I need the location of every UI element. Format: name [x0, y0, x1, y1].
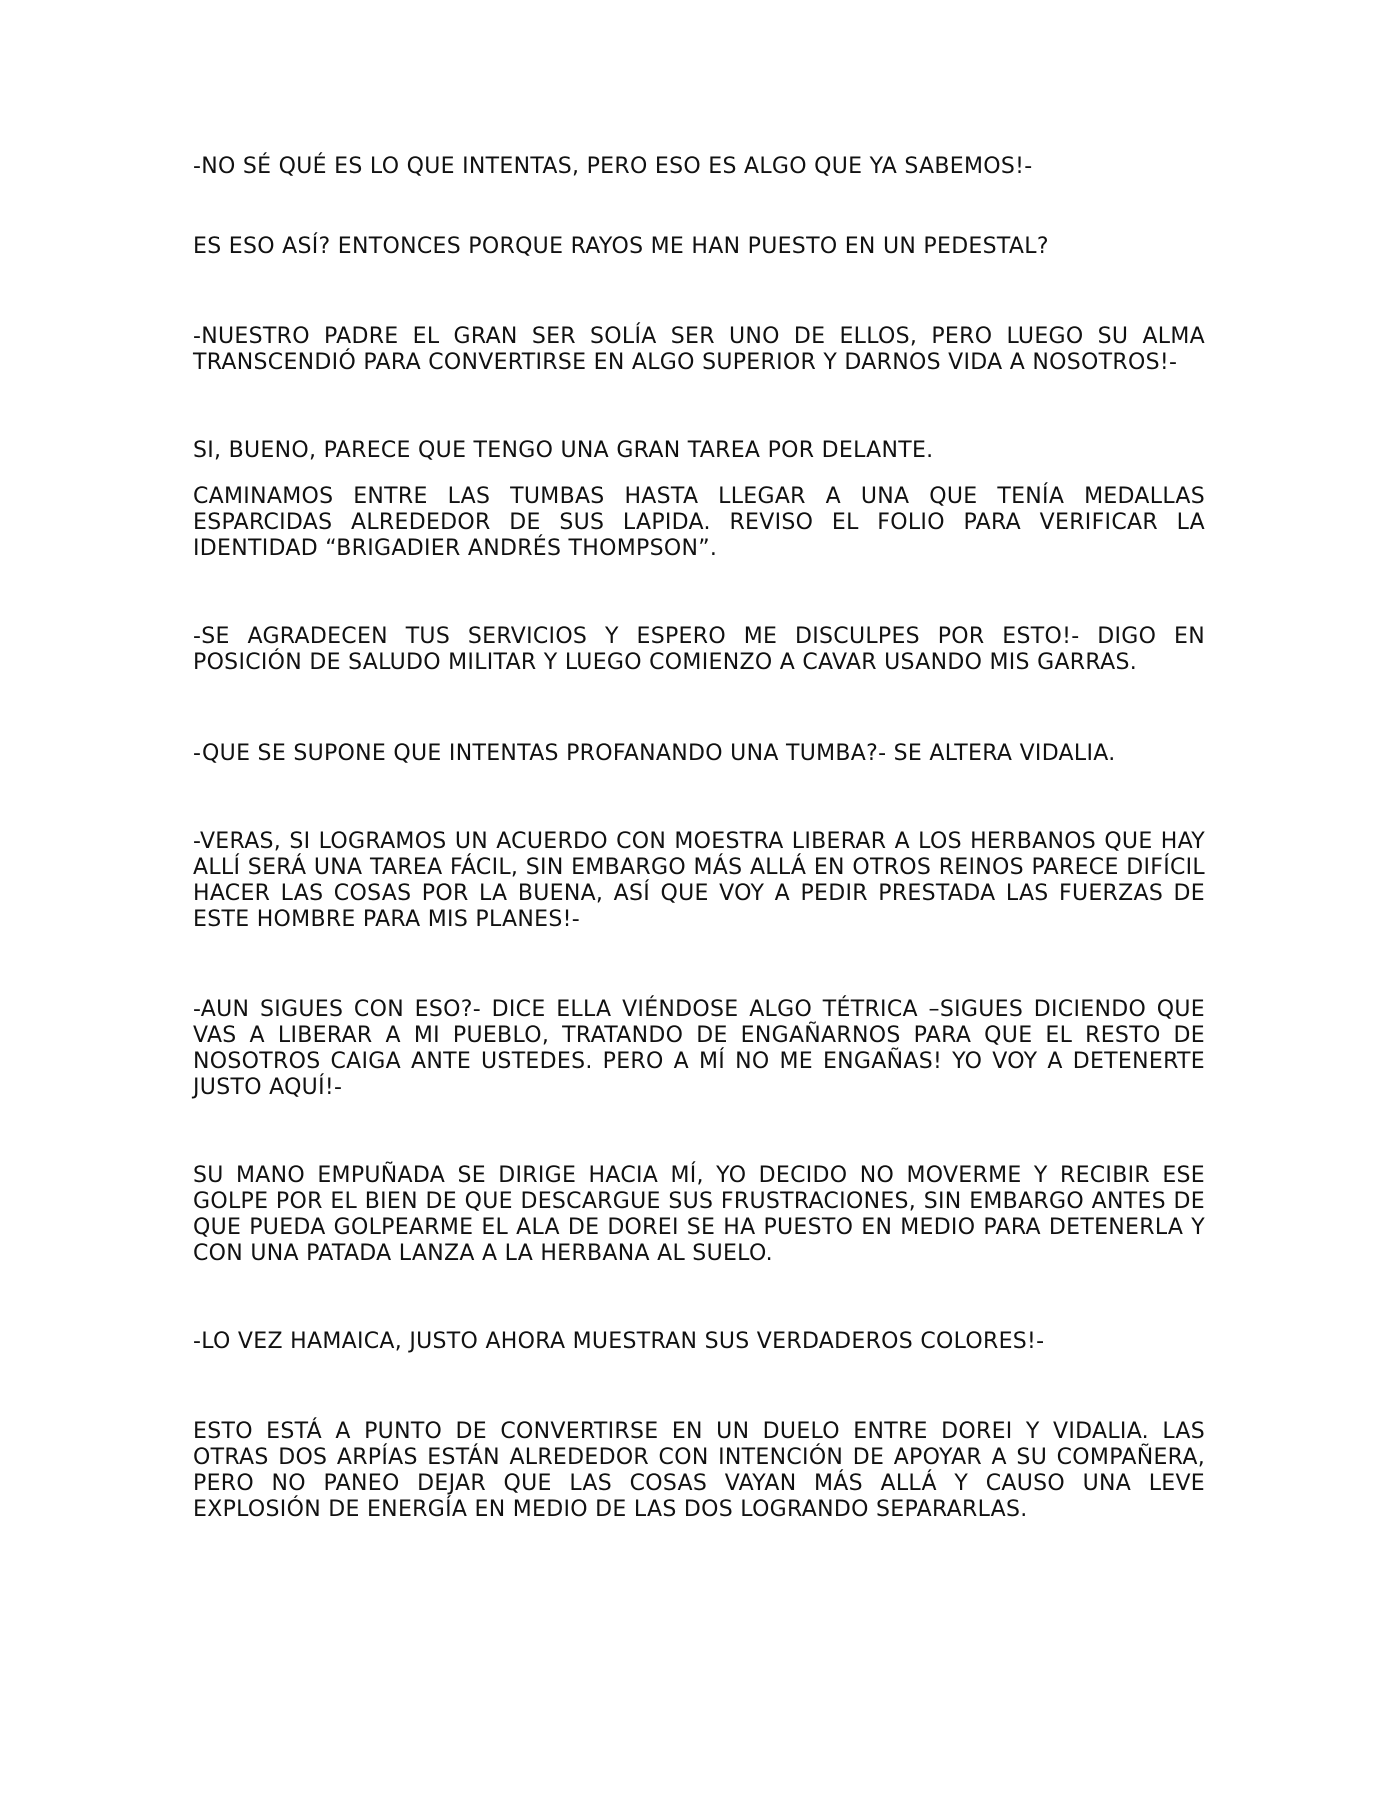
- paragraph-1: -NO SÉ QUÉ ES LO QUE INTENTAS, PERO ESO ES ALGO QUE YA SABEMOS!-: [193, 154, 1033, 179]
- paragraph-4: SI, BUENO, PARECE QUE TENGO UNA GRAN TAREA POR DELANTE.: [193, 438, 934, 463]
- paragraph-6: -SE AGRADECEN TUS SERVICIOS Y ESPERO ME DISCULPES POR ESTO!- DIGO EN POSICIÓN DE SALUDO MILITAR Y LUEGO COMIENZO A CAVAR USANDO MIS GARRAS.: [193, 624, 1205, 675]
- paragraph-3: -NUESTRO PADRE EL GRAN SER SOLÍA SER UNO DE ELLOS, PERO LUEGO SU ALMA TRANSCENDIÓ PARA CONVERTIRSE EN ALGO SUPERIOR Y DARNOS VIDA A NOSOTROS!-: [193, 324, 1205, 375]
- text-column: [193, 154, 1205, 1523]
- paragraph-2: ES ESO ASÍ? ENTONCES PORQUE RAYOS ME HAN PUESTO EN UN PEDESTAL?: [193, 234, 1049, 259]
- paragraph-11: -LO VEZ HAMAICA, JUSTO AHORA MUESTRAN SUS VERDADEROS COLORES!-: [193, 1329, 1045, 1354]
- paragraph-10: SU MANO EMPUÑADA SE DIRIGE HACIA MÍ, YO DECIDO NO MOVERME Y RECIBIR ESE GOLPE POR EL BIEN DE QUE DESCARGUE SUS FRUSTRACIONES, SIN EMBARGO ANTES DE QUE PUEDA GOLPEARME EL ALA DE DOREI SE HA PUESTO EN MEDIO PARA DETENERLA Y CON UNA PATADA LANZA A LA HERBANA AL SUELO.: [193, 1163, 1205, 1266]
- paragraph-5: CAMINAMOS ENTRE LAS TUMBAS HASTA LLEGAR A UNA QUE TENÍA MEDALLAS ESPARCIDAS ALREDEDOR DE SUS LAPIDA. REVISO EL FOLIO PARA VERIFICAR LA IDENTIDAD “BRIGADIER ANDRÉS THOMPSON”.: [193, 484, 1205, 561]
- paragraph-9: -AUN SIGUES CON ESO?- DICE ELLA VIÉNDOSE ALGO TÉTRICA –SIGUES DICIENDO QUE VAS A LIBERAR A MI PUEBLO, TRATANDO DE ENGAÑARNOS PARA QUE EL RESTO DE NOSOTROS CAIGA ANTE USTEDES. PERO A MÍ NO ME ENGAÑAS! YO VOY A DETENERTE JUSTO AQUÍ!-: [193, 997, 1205, 1100]
- paragraph-12: ESTO ESTÁ A PUNTO DE CONVERTIRSE EN UN DUELO ENTRE DOREI Y VIDALIA. LAS OTRAS DOS ARPÍAS ESTÁN ALREDEDOR CON INTENCIÓN DE APOYAR A SU COMPAÑERA, PERO NO PANEO DEJAR QUE LAS COSAS VAYAN MÁS ALLÁ Y CAUSO UNA LEVE EXPLOSIÓN DE ENERGÍA EN MEDIO DE LAS DOS LOGRANDO SEPARARLAS.: [193, 1419, 1205, 1522]
- paragraph-7: -QUE SE SUPONE QUE INTENTAS PROFANANDO UNA TUMBA?- SE ALTERA VIDALIA.: [193, 741, 1116, 766]
- paragraph-8: -VERAS, SI LOGRAMOS UN ACUERDO CON MOESTRA LIBERAR A LOS HERBANOS QUE HAY ALLÍ SERÁ UNA TAREA FÁCIL, SIN EMBARGO MÁS ALLÁ EN OTROS REINOS PARECE DIFÍCIL HACER LAS COSAS POR LA BUENA, ASÍ QUE VOY A PEDIR PRESTADA LAS FUERZAS DE ESTE HOMBRE PARA MIS PLANES!-: [193, 829, 1205, 932]
